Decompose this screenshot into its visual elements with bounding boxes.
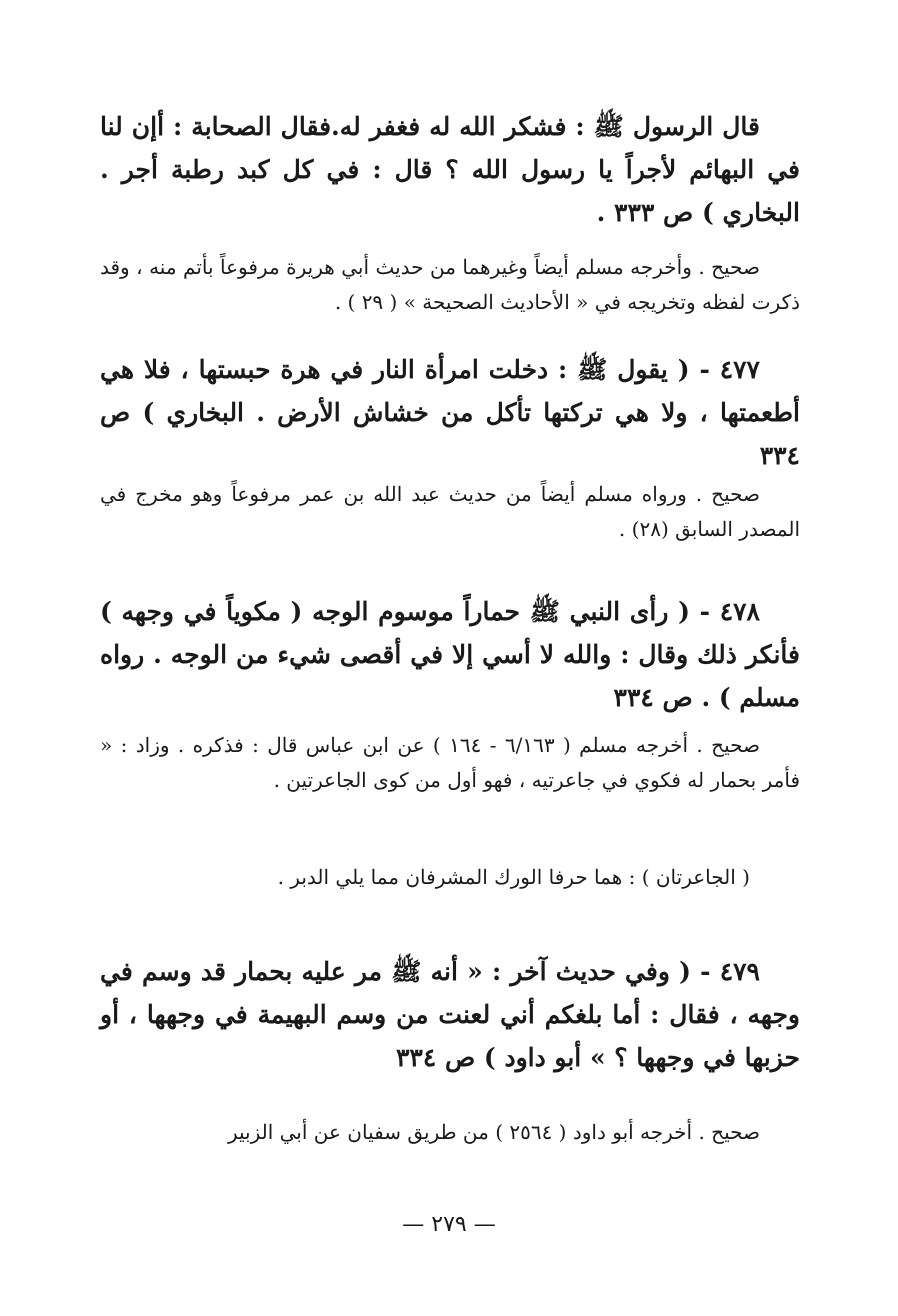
takhrij-note: صحيح . أخرجه أبو داود ( ٢٥٦٤ ) من طريق سفيان عن أبي الزبير	[227, 1120, 760, 1144]
hadith-text: ٤٧٨ - ( رأى النبي ﷺ حماراً موسوم الوجه ( مكوياً في وجهه ) فأنكر ذلك وقال : والله لا أسي إلا في أقصى شيء من الوجه . رواه مسلم ) . ص ٣٣٤	[100, 597, 800, 712]
gloss-note: ( الجاعرتان ) : هما حرفا الورك المشرفان مما يلي الدبر .	[277, 865, 750, 889]
hadith-text: ٤٧٩ - ( وفي حديث آخر : « أنه ﷺ مر عليه بحمار قد وسم في وجهه ، فقال : أما بلغكم أني لعنت من وسم البهيمة في وجهها ، أو حزبها في وجهها ؟ » أبو داود ) ص ٣٣٤	[100, 957, 800, 1072]
takhrij-note: صحيح . وأخرجه مسلم أيضاً وغيرهما من حديث أبي هريرة مرفوعاً بأتم منه ، وقد ذكرت لفظه وتخريجه في « الأحاديث الصحيحة » ( ٢٩ ) .	[100, 255, 800, 314]
page-number: — ٢٧٩ —	[402, 1212, 496, 1237]
takhrij-note: صحيح . ورواه مسلم أيضاً من حديث عبد الله بن عمر مرفوعاً وهو مخرج في المصدر السابق (٢٨) .	[100, 482, 800, 541]
hadith-text: قال الرسول ﷺ : فشكر الله له فغفر له.فقال الصحابة : أإن لنا في البهائم لأجراً يا رسول الله ؟ قال : في كل كبد رطبة أجر . البخاري ) ص ٣٣٣ .	[100, 112, 800, 227]
hadith-text: ٤٧٧ - ( يقول ﷺ : دخلت امرأة النار في هرة حبستها ، فلا هي أطعمتها ، ولا هي تركتها تأكل من خشاش الأرض . البخاري ) ص ٣٣٤	[100, 355, 800, 470]
takhrij-note: صحيح . أخرجه مسلم ( ٦/١٦٣ - ١٦٤ ) عن ابن عباس قال : فذكره . وزاد : « فأمر بحمار له فكوي في جاعرتيه ، فهو أول من كوى الجاعرتين .	[100, 733, 800, 792]
